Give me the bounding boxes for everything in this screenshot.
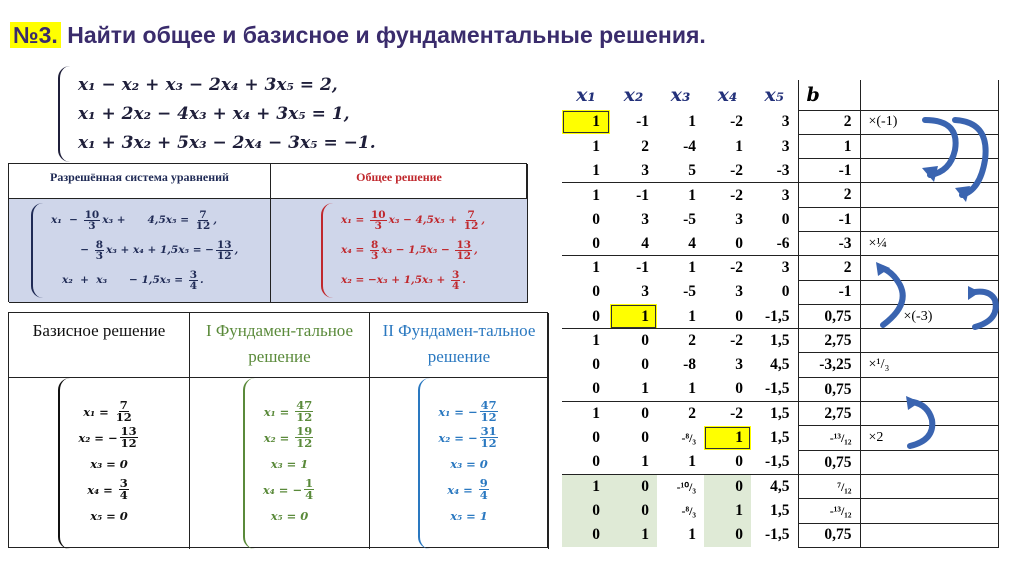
resolved-header: Разрешённая система уравнений bbox=[9, 164, 271, 199]
denominator: 3 bbox=[370, 250, 379, 262]
rhs-cell: 2,75 bbox=[798, 402, 860, 426]
resolved-general-table bbox=[8, 163, 527, 302]
matrix-cell: 1 bbox=[562, 110, 610, 134]
operation-note bbox=[860, 402, 998, 426]
equation-text: x₃ − 1,5x₅ − bbox=[381, 244, 454, 257]
equation-text: , bbox=[213, 214, 218, 227]
denominator: 4 bbox=[305, 488, 314, 502]
matrix-cell: 0 bbox=[641, 429, 649, 447]
matrix-cell: 0 bbox=[562, 450, 610, 474]
matrix-cell: 1 bbox=[592, 405, 600, 423]
matrix-cell: -⁸/₃ bbox=[681, 503, 696, 518]
equation-text: x₅ = 1 bbox=[450, 508, 488, 523]
matrix-cell: 1 bbox=[688, 526, 696, 544]
denominator: 12 bbox=[296, 436, 313, 450]
matrix-cell: 1,5 bbox=[770, 429, 790, 447]
matrix-cell: -1 bbox=[636, 259, 649, 277]
matrix-row bbox=[562, 159, 998, 183]
equation-text: x₂ = − bbox=[78, 430, 118, 445]
matrix-row bbox=[562, 329, 998, 353]
numerator: 13 bbox=[216, 238, 232, 251]
matrix-cell: 0 bbox=[610, 499, 657, 523]
fraction bbox=[95, 240, 104, 262]
rhs-cell: -3 bbox=[798, 231, 860, 255]
numerator: 31 bbox=[480, 423, 497, 438]
matrix-cell: -⁸/₃ bbox=[681, 431, 696, 445]
matrix-cell: 0 bbox=[592, 283, 600, 301]
denominator: 12 bbox=[463, 220, 479, 232]
denominator: 12 bbox=[115, 410, 132, 424]
matrix-cell: 1 bbox=[592, 137, 600, 155]
matrix-row bbox=[562, 402, 998, 426]
matrix-cell: 5 bbox=[657, 159, 704, 183]
matrix-cell: -4 bbox=[683, 137, 696, 155]
equation-text: x₂ + x₃ − 1,5x₅ = bbox=[51, 274, 187, 287]
basic-solution bbox=[9, 378, 190, 549]
rhs-cell: ⁷/₁₂ bbox=[798, 474, 860, 498]
matrix-cell: 1 bbox=[688, 259, 696, 277]
equation-line bbox=[263, 399, 316, 425]
matrix-cell: 1 bbox=[610, 523, 657, 547]
matrix-cell: 0 bbox=[562, 499, 610, 523]
fund2-header: II Фундамен-тальное решение bbox=[370, 313, 549, 378]
operation-note bbox=[860, 183, 998, 207]
matrix-cell: 0 bbox=[704, 450, 751, 474]
equation-line bbox=[51, 266, 238, 296]
brace-icon bbox=[418, 378, 432, 549]
matrix-header: x₄ bbox=[717, 84, 738, 106]
operation-note: ×¹/₃ bbox=[860, 353, 998, 377]
matrix-row bbox=[562, 183, 998, 207]
equation-line bbox=[78, 503, 139, 529]
equation-line bbox=[263, 503, 316, 529]
equation-text: x₄ = − bbox=[262, 482, 303, 497]
matrix-header: x₅ bbox=[764, 84, 785, 106]
equation-text: x₃ = 0 bbox=[450, 456, 488, 471]
matrix-cell: 0 bbox=[704, 523, 751, 547]
matrix-cell: 1 bbox=[704, 499, 751, 523]
matrix-cell: -1,5 bbox=[764, 526, 790, 544]
denominator: 12 bbox=[456, 250, 472, 262]
matrix-cell: 1 bbox=[704, 426, 751, 450]
equation-text: x₁ = − bbox=[438, 404, 478, 419]
matrix-cell: 0 bbox=[641, 356, 649, 374]
denominator: 3 bbox=[374, 220, 382, 232]
denominator: 3 bbox=[88, 220, 96, 232]
matrix-cell: -¹⁰/₃ bbox=[676, 479, 696, 494]
operation-note bbox=[860, 450, 998, 474]
fraction bbox=[120, 423, 138, 450]
equation-line bbox=[438, 477, 499, 503]
matrix-cell: 0 bbox=[562, 377, 610, 401]
matrix-cell: -8 bbox=[683, 356, 696, 374]
equation-text: x₄ = bbox=[447, 482, 477, 497]
numerator: 8 bbox=[370, 238, 379, 251]
matrix-cell: -3 bbox=[751, 159, 798, 183]
matrix-cell: 1 bbox=[688, 186, 696, 204]
rhs-cell: 0,75 bbox=[798, 377, 860, 401]
numerator: 47 bbox=[480, 397, 497, 412]
matrix-cell: 0 bbox=[641, 332, 649, 350]
equation-line bbox=[341, 266, 485, 296]
matrix-cell: 1 bbox=[688, 113, 696, 131]
equation-system bbox=[58, 66, 478, 162]
rhs-cell: -1 bbox=[798, 280, 860, 304]
resolved-system bbox=[9, 199, 271, 303]
matrix-cell: 3 bbox=[641, 283, 649, 301]
rhs-cell: -3,25 bbox=[798, 353, 860, 377]
fraction bbox=[295, 397, 313, 424]
title-text: Найти общее и базисное и фундаментальные решения. bbox=[60, 22, 706, 48]
fraction bbox=[84, 210, 101, 232]
matrix-cell: -2 bbox=[730, 332, 743, 350]
denominator: 12 bbox=[120, 436, 137, 450]
basic-header: Базисное решение bbox=[9, 313, 190, 378]
matrix-cell: -5 bbox=[683, 210, 696, 228]
equation-text: x₂ = −x₃ + 1,5x₅ + bbox=[341, 274, 449, 287]
equation-text: , bbox=[474, 244, 478, 257]
task-number: №3. bbox=[10, 22, 61, 48]
equation-line bbox=[78, 477, 139, 503]
fund1-header: I Фундамен-тальное решение bbox=[190, 313, 370, 378]
matrix-cell: -1 bbox=[636, 113, 649, 131]
system-lines bbox=[78, 71, 376, 158]
fraction bbox=[115, 397, 133, 424]
equation-text: x₃ = 1 bbox=[270, 456, 309, 471]
matrix-cell: -1,5 bbox=[751, 304, 798, 328]
fraction bbox=[189, 270, 198, 292]
matrix-cell: -1,5 bbox=[751, 377, 798, 401]
denominator: 4 bbox=[189, 280, 198, 292]
equation-text: x₁ = bbox=[83, 404, 113, 419]
gauss-matrix bbox=[562, 80, 999, 548]
denominator: 12 bbox=[480, 410, 497, 424]
matrix-row bbox=[562, 377, 998, 401]
equation-text: . bbox=[200, 274, 204, 287]
matrix-cell: 0 bbox=[592, 356, 600, 374]
matrix-cell: -2 bbox=[730, 113, 743, 131]
matrix-cell: 3 bbox=[641, 210, 649, 228]
matrix-cell: 3 bbox=[781, 186, 790, 204]
matrix-cell: -1 bbox=[636, 186, 649, 204]
numerator: 10 bbox=[84, 208, 100, 221]
operation-note: ×2 bbox=[860, 426, 998, 450]
matrix-row bbox=[562, 523, 998, 547]
equation-line bbox=[263, 451, 316, 477]
rhs-cell: -1 bbox=[798, 207, 860, 231]
fraction bbox=[480, 397, 498, 424]
numerator: 7 bbox=[199, 208, 207, 221]
equation-line bbox=[341, 206, 485, 236]
operation-note: ×(-1) bbox=[860, 110, 998, 134]
equation-line bbox=[78, 451, 139, 477]
matrix-row bbox=[562, 110, 998, 134]
matrix-row bbox=[562, 353, 998, 377]
matrix-cell: -1,5 bbox=[751, 450, 798, 474]
numerator: 3 bbox=[189, 268, 198, 281]
matrix-cell: 3 bbox=[781, 113, 790, 131]
matrix-cell: -2 bbox=[730, 405, 743, 423]
matrix-cell: 0 bbox=[562, 523, 610, 547]
operation-note bbox=[860, 134, 998, 158]
numerator: 19 bbox=[296, 423, 313, 438]
numerator: 9 bbox=[479, 475, 488, 490]
equation-text: , bbox=[481, 214, 486, 227]
numerator: 10 bbox=[370, 208, 386, 221]
equation-line bbox=[263, 425, 316, 451]
operation-note bbox=[860, 207, 998, 231]
numerator: 8 bbox=[95, 238, 104, 251]
operation-note bbox=[860, 499, 998, 523]
matrix-header: x₁ bbox=[576, 84, 596, 106]
fraction bbox=[370, 240, 379, 262]
matrix-cell: 1 bbox=[657, 450, 704, 474]
rhs-cell: 2 bbox=[798, 183, 860, 207]
matrix-cell: 0 bbox=[704, 304, 751, 328]
equation-line bbox=[78, 71, 376, 100]
matrix-cell: 1 bbox=[562, 159, 610, 183]
fraction bbox=[304, 475, 314, 502]
operation-note: ×(-3) bbox=[860, 304, 998, 328]
operation-note bbox=[860, 523, 998, 547]
matrix-cell: 1 bbox=[562, 474, 610, 498]
matrix-cell: 0 bbox=[592, 429, 600, 447]
equation-text: x₃ − 4,5x₅ + bbox=[388, 214, 461, 227]
matrix-cell: 0 bbox=[704, 474, 751, 498]
denominator: 12 bbox=[296, 410, 313, 424]
matrix-cell: -6 bbox=[751, 231, 798, 255]
rhs-cell: 0,75 bbox=[798, 304, 860, 328]
matrix-row bbox=[562, 134, 998, 158]
slide-title bbox=[10, 22, 706, 49]
rhs-cell: 2 bbox=[798, 110, 860, 134]
matrix-row bbox=[562, 499, 998, 523]
equation-text: x₁ − x₂ + x₃ − 2x₄ + 3x₅ = 2, bbox=[78, 74, 338, 95]
matrix-cell: 3 bbox=[781, 259, 790, 277]
denominator: 4 bbox=[451, 280, 460, 292]
matrix-cell: 0 bbox=[781, 210, 790, 228]
denominator: 4 bbox=[119, 488, 128, 502]
equation-line bbox=[51, 206, 238, 236]
matrix-header: b bbox=[798, 80, 860, 110]
fraction bbox=[216, 240, 233, 262]
rhs-cell: 2 bbox=[798, 256, 860, 280]
brace-icon bbox=[321, 203, 335, 298]
matrix-cell: -2 bbox=[730, 259, 743, 277]
denominator: 12 bbox=[480, 436, 497, 450]
brace-icon bbox=[31, 203, 45, 298]
matrix-cell: 4 bbox=[610, 231, 657, 255]
matrix-cell: 2 bbox=[688, 332, 696, 350]
matrix-row bbox=[562, 450, 998, 474]
equation-line bbox=[341, 236, 485, 266]
equation-text: − bbox=[51, 244, 93, 257]
denominator: 4 bbox=[479, 488, 488, 502]
matrix-cell: 1 bbox=[592, 186, 600, 204]
matrix-cell: 2 bbox=[641, 137, 649, 155]
equation-text: x₁ − bbox=[51, 214, 82, 227]
operation-note bbox=[860, 280, 998, 304]
equation-line bbox=[78, 425, 139, 451]
operation-note bbox=[860, 159, 998, 183]
matrix-cell: 1 bbox=[610, 304, 657, 328]
equation-text: x₄ = bbox=[341, 244, 368, 257]
matrix-cell: 3 bbox=[610, 159, 657, 183]
operation-note bbox=[860, 377, 998, 401]
matrix-row bbox=[562, 231, 998, 255]
matrix-row bbox=[562, 280, 998, 304]
matrix-cell: 1 bbox=[657, 304, 704, 328]
matrix-cell: 3 bbox=[781, 137, 790, 155]
equation-text: x₃ + x₄ + 1,5x₅ = − bbox=[106, 244, 214, 257]
equation-line bbox=[438, 425, 499, 451]
equation-line bbox=[438, 399, 499, 425]
numerator: 47 bbox=[296, 397, 313, 412]
matrix-cell: 0 bbox=[562, 231, 610, 255]
rhs-cell: 0,75 bbox=[798, 450, 860, 474]
operation-note bbox=[860, 329, 998, 353]
matrix-cell: 2 bbox=[688, 405, 696, 423]
matrix-cell: 0 bbox=[781, 283, 790, 301]
rhs-cell: -¹³/₁₂ bbox=[798, 426, 860, 450]
fraction bbox=[295, 423, 313, 450]
matrix-cell: 1,5 bbox=[770, 502, 790, 520]
matrix-cell: 1 bbox=[735, 137, 743, 155]
fraction bbox=[370, 210, 387, 232]
rhs-cell: -1 bbox=[798, 159, 860, 183]
numerator: 7 bbox=[467, 208, 475, 221]
matrix-header: x₃ bbox=[670, 84, 691, 106]
matrix-cell: 0 bbox=[704, 377, 751, 401]
matrix-cell: 1 bbox=[592, 259, 600, 277]
matrix-row bbox=[562, 256, 998, 280]
matrix-cell: -2 bbox=[704, 159, 751, 183]
equation-text: x₅ = 0 bbox=[90, 508, 128, 523]
matrix-cell: -2 bbox=[730, 186, 743, 204]
matrix-cell: 0 bbox=[641, 405, 649, 423]
equation-line bbox=[51, 236, 238, 266]
matrix-header bbox=[860, 80, 998, 110]
equation-text: x₂ = bbox=[263, 430, 294, 445]
matrix-cell: 0 bbox=[562, 304, 610, 328]
equation-text: x₂ = − bbox=[438, 430, 478, 445]
solutions-table bbox=[8, 312, 548, 548]
equation-text: x₃ = 0 bbox=[90, 456, 128, 471]
matrix-cell: 3 bbox=[735, 283, 743, 301]
numerator: 7 bbox=[119, 397, 128, 412]
equation-line bbox=[78, 129, 376, 158]
fraction bbox=[195, 210, 212, 232]
matrix-cell: 1 bbox=[592, 332, 600, 350]
brace-icon bbox=[58, 66, 72, 162]
fraction bbox=[463, 210, 480, 232]
matrix-row bbox=[562, 207, 998, 231]
fraction bbox=[119, 475, 129, 502]
matrix-cell: -5 bbox=[683, 283, 696, 301]
rhs-cell: 0,75 bbox=[798, 523, 860, 547]
matrix-cell: 1,5 bbox=[770, 332, 790, 350]
brace-icon bbox=[58, 378, 72, 549]
general-header: Общее решение bbox=[271, 164, 528, 199]
equation-text: x₄ = bbox=[87, 482, 117, 497]
matrix-row bbox=[562, 304, 998, 328]
fraction bbox=[451, 270, 460, 292]
equation-text: x₁ = bbox=[341, 214, 368, 227]
equation-line bbox=[78, 399, 139, 425]
fraction bbox=[455, 240, 472, 262]
matrix-cell: 3 bbox=[735, 210, 743, 228]
rhs-cell: 2,75 bbox=[798, 329, 860, 353]
numerator: 13 bbox=[456, 238, 472, 251]
matrix-cell: 4,5 bbox=[770, 356, 790, 374]
equation-line bbox=[438, 503, 499, 529]
operation-note bbox=[860, 474, 998, 498]
brace-icon bbox=[243, 378, 257, 549]
equation-text: x₃ + 4,5x₅ = bbox=[102, 214, 193, 227]
equation-text: x₅ = 0 bbox=[270, 508, 309, 523]
equation-text: x₁ + 3x₂ + 5x₃ − 2x₄ − 3x₅ = −1. bbox=[78, 132, 376, 153]
numerator: 1 bbox=[305, 475, 314, 490]
matrix-cell: 1 bbox=[657, 377, 704, 401]
equation-text: x₁ + 2x₂ − 4x₃ + x₄ + 3x₅ = 1, bbox=[78, 103, 350, 124]
matrix-cell: 4 bbox=[657, 231, 704, 255]
operation-note: ×¼ bbox=[860, 231, 998, 255]
matrix-header: x₂ bbox=[623, 84, 644, 106]
matrix-cell: 0 bbox=[592, 210, 600, 228]
numerator: 13 bbox=[120, 423, 137, 438]
fund2-solution bbox=[370, 378, 549, 549]
equation-line bbox=[438, 451, 499, 477]
equation-text: x₁ = bbox=[263, 404, 294, 419]
equation-line bbox=[263, 477, 316, 503]
matrix-cell: 1 bbox=[610, 377, 657, 401]
equation-text: . bbox=[462, 274, 466, 287]
fraction bbox=[479, 475, 489, 502]
equation-line bbox=[78, 100, 376, 129]
matrix-cell: 1,5 bbox=[770, 405, 790, 423]
matrix-cell: 3 bbox=[735, 356, 743, 374]
matrix-row bbox=[562, 474, 998, 498]
rhs-cell: -¹³/₁₂ bbox=[798, 499, 860, 523]
matrix-cell: 0 bbox=[610, 474, 657, 498]
denominator: 12 bbox=[195, 220, 211, 232]
fraction bbox=[480, 423, 498, 450]
matrix-cell: 4,5 bbox=[770, 478, 790, 496]
numerator: 3 bbox=[119, 475, 128, 490]
equation-text: , bbox=[234, 244, 239, 257]
rhs-cell: 1 bbox=[798, 134, 860, 158]
fund1-solution bbox=[190, 378, 370, 549]
matrix-cell: 1 bbox=[610, 450, 657, 474]
denominator: 3 bbox=[95, 250, 104, 262]
operation-note bbox=[860, 256, 998, 280]
general-solution bbox=[271, 199, 528, 303]
numerator: 3 bbox=[451, 268, 460, 281]
denominator: 12 bbox=[216, 250, 232, 262]
matrix-row bbox=[562, 426, 998, 450]
matrix-cell: 0 bbox=[704, 231, 751, 255]
